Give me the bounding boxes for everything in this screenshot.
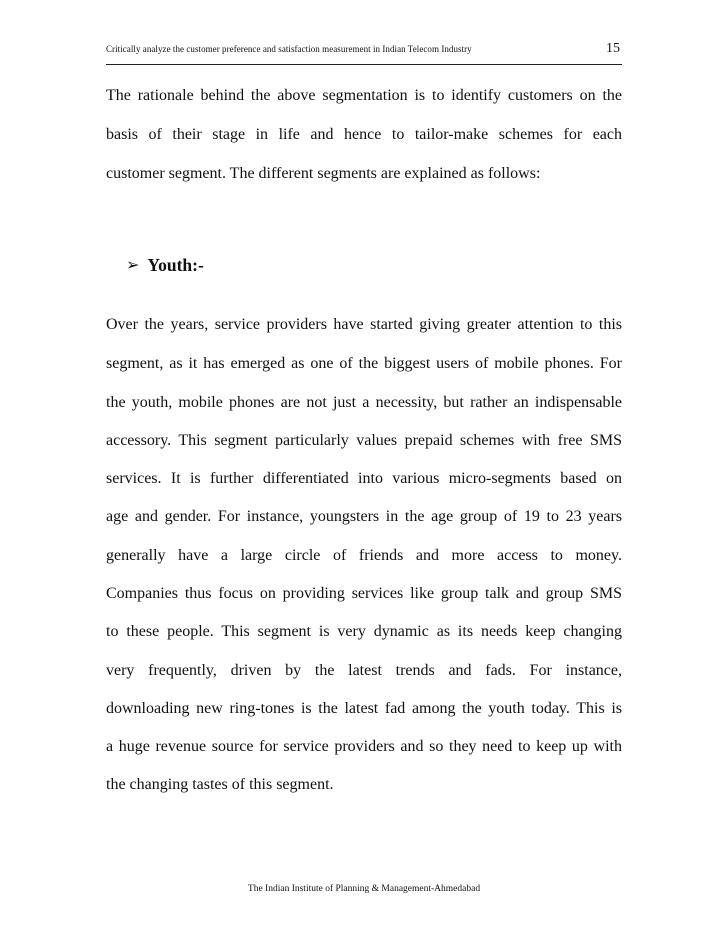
paragraph-line: a huge revenue source for service providers and so they need to keep up with (106, 738, 622, 755)
paragraph-line: segment, as it has emerged as one of the biggest users of mobile phones. For (106, 355, 622, 372)
paragraph-line: accessory. This segment particularly values prepaid schemes with free SMS (106, 432, 622, 449)
paragraph-line: very frequently, driven by the latest trends and fads. For instance, (106, 662, 622, 679)
paragraph-line: to these people. This segment is very dynamic as its needs keep changing (106, 623, 622, 640)
paragraph-line: customer segment. The different segments are explained as follows: (106, 165, 541, 182)
section-heading-text: Youth:- (147, 255, 204, 275)
page-header (106, 36, 622, 65)
paragraph-line: Companies thus focus on providing services like group talk and group SMS (106, 585, 622, 602)
paragraph-line: The rationale behind the above segmentation is to identify customers on the (106, 87, 622, 104)
document-title: Critically analyze the customer preference and satisfaction measurement in Indian Telecom Industry (106, 44, 472, 54)
paragraph-line: basis of their stage in life and hence to tailor-make schemes for each (106, 126, 622, 143)
paragraph-line: the youth, mobile phones are not just a necessity, but rather an indispensable (106, 394, 622, 411)
arrow-bullet-icon: ➢ (126, 255, 140, 274)
paragraph-line: the changing tastes of this segment. (106, 776, 334, 793)
page-footer: The Indian Institute of Planning & Management-Ahmedabad (247, 884, 481, 894)
paragraph-line: downloading new ring-tones is the latest fad among the youth today. This is (106, 700, 622, 717)
paragraph-line: services. It is further differentiated into various micro-segments based on (106, 470, 622, 487)
page-number: 15 (606, 41, 620, 56)
paragraph-line: age and gender. For instance, youngsters in the age group of 19 to 23 years (106, 508, 622, 525)
paragraph-line: generally have a large circle of friends and more access to money. (106, 547, 622, 564)
paragraph-line: Over the years, service providers have started giving greater attention to this (106, 316, 622, 333)
section-heading (126, 255, 204, 276)
